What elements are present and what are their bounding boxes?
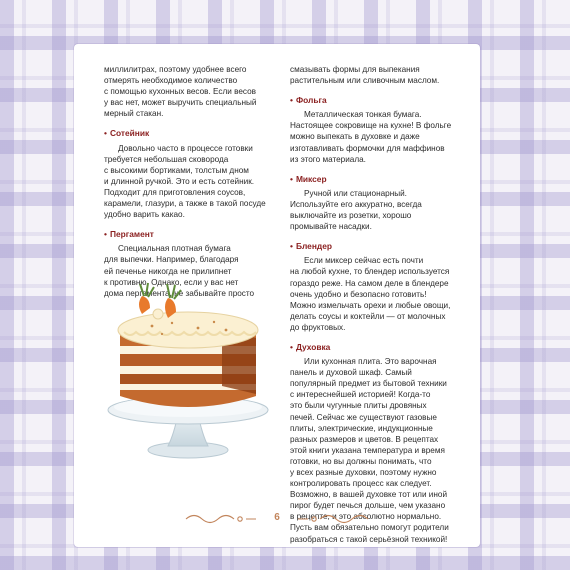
carrot-cake-illustration	[102, 268, 280, 464]
text-line: Или кухонная плита. Это варочная	[304, 357, 437, 367]
book-page	[74, 44, 480, 547]
text-line: дома пергамента, не забывайте просто	[104, 288, 255, 298]
text-line: плиты, электрические, индукционные	[290, 423, 433, 433]
bullet-icon: •	[104, 128, 107, 139]
text-line: Настоящее сокровище на кухне! В фольге	[290, 121, 452, 131]
text-line: ей печенье никогда не прилипнет	[104, 266, 232, 276]
folga-paragraph	[290, 109, 468, 164]
text-line: можно выпекать в духовке и даже	[290, 132, 420, 142]
text-line: Если миксер сейчас есть почти	[304, 256, 424, 266]
text-line: карамели, глазури, а также в такой посуде	[104, 199, 266, 209]
text-line: миллилитрах, поэтому удобнее всего	[104, 65, 247, 74]
text-line: и длинной ручкой. Это и есть сотейник.	[104, 176, 255, 186]
text-line: с интереснейшей историей! Когда-то	[290, 390, 431, 400]
text-line: панель и духовой шкаф. Самый	[290, 368, 412, 378]
text-line: смазывать формы для выпекания	[290, 65, 420, 74]
text-line: популярный предмет из бытовой техники	[290, 379, 447, 389]
text-line: в рецепте, и это абсолютно нормально.	[290, 512, 442, 522]
text-line: гораздо реже. На самом деле в блендере	[290, 278, 449, 288]
text-line: с помощью кухонных весов. Если весов	[104, 87, 257, 97]
text-line: контролировать процесс как следует.	[290, 479, 432, 489]
right-column	[290, 64, 468, 545]
text-line: растительным или сливочным маслом.	[290, 76, 440, 86]
intro-paragraph	[104, 64, 276, 119]
text-line: у всех разные духовки, поэтому нужно	[290, 468, 437, 477]
page-number: 6	[274, 512, 280, 523]
text-line: Ручной или стационарный.	[304, 188, 407, 198]
text-line: готовки, но вы должны понимать, что	[290, 456, 432, 466]
page-footer	[74, 509, 480, 535]
text-line: Подходит для приготовления соусов,	[104, 187, 246, 197]
text-line: Можно измельчать орехи и любые овощи,	[290, 300, 451, 310]
text-line: мерный стакан.	[104, 109, 164, 119]
text-line: изготавливать формочки для маффинов	[290, 143, 445, 153]
text-line: разобраться с такой серьёзной техникой!	[290, 534, 448, 544]
text-line: печей. Сейчас же существуют газовые	[290, 412, 437, 422]
section-heading-mixer: • Миксер	[290, 173, 327, 184]
text-line: Возможно, в вашей духовке тот или иной	[290, 490, 448, 500]
section-heading-folga: • Фольга	[290, 95, 327, 106]
text-line: промывайте насадки.	[290, 222, 372, 232]
text-line: отмерять необходимое количество	[104, 76, 238, 86]
text-line: к противню. Однако, если у вас нет	[104, 277, 239, 287]
bullet-icon: •	[290, 95, 293, 106]
text-line: на любой кухне, то блендер используется	[290, 267, 450, 277]
text-line: для выпечки. Например, благодаря	[104, 255, 239, 265]
section-heading-blender: • Блендер	[290, 241, 332, 252]
text-line: Металлическая тонкая бумага.	[304, 110, 422, 120]
text-line: это были чугунные плиты дровяных	[290, 401, 427, 411]
blender-paragraph	[290, 255, 468, 333]
soteynik-paragraph	[104, 143, 276, 221]
text-line: очень удобно и безопасно готовить!	[290, 289, 427, 299]
text-line: Специальная плотная бумага	[118, 244, 231, 254]
bullet-icon: •	[290, 241, 293, 252]
text-line: из этого материала.	[290, 154, 366, 164]
text-line: требуется небольшая сковорода	[104, 154, 229, 164]
left-column	[104, 64, 276, 299]
text-line: разных размеров и цветов. В рецептах	[290, 434, 439, 444]
text-line: Пусть вам обязательно помогут родители	[290, 523, 449, 533]
section-heading-oven: • Духовка	[290, 341, 331, 352]
bullet-icon: •	[104, 229, 107, 240]
text-line: у вас нет, может выручить специальный	[104, 98, 257, 108]
mixer-paragraph	[290, 188, 468, 232]
section-heading-soteynik: • Сотейник	[104, 128, 150, 139]
section-heading-pergament: • Пергамент	[104, 229, 154, 240]
text-line: выключайте из розетки, хорошо	[290, 211, 412, 221]
text-line: удобно варить какао.	[104, 210, 185, 220]
text-line: Довольно часто в процессе готовки	[118, 143, 253, 153]
text-line: Используйте его аккуратно, всегда	[290, 199, 422, 209]
right-intro-paragraph	[290, 64, 468, 86]
text-line: с высокими бортиками, толстым дном	[104, 165, 249, 175]
bullet-icon: •	[290, 173, 293, 184]
text-line: до фруктовых.	[290, 322, 346, 332]
bullet-icon: •	[290, 341, 293, 352]
text-line: делать соусы и коктейли — от молочных	[290, 311, 446, 321]
text-line: пирог будет печься дольше, чем указано	[290, 501, 446, 511]
text-line: этой книги указана температура и время	[290, 445, 445, 455]
